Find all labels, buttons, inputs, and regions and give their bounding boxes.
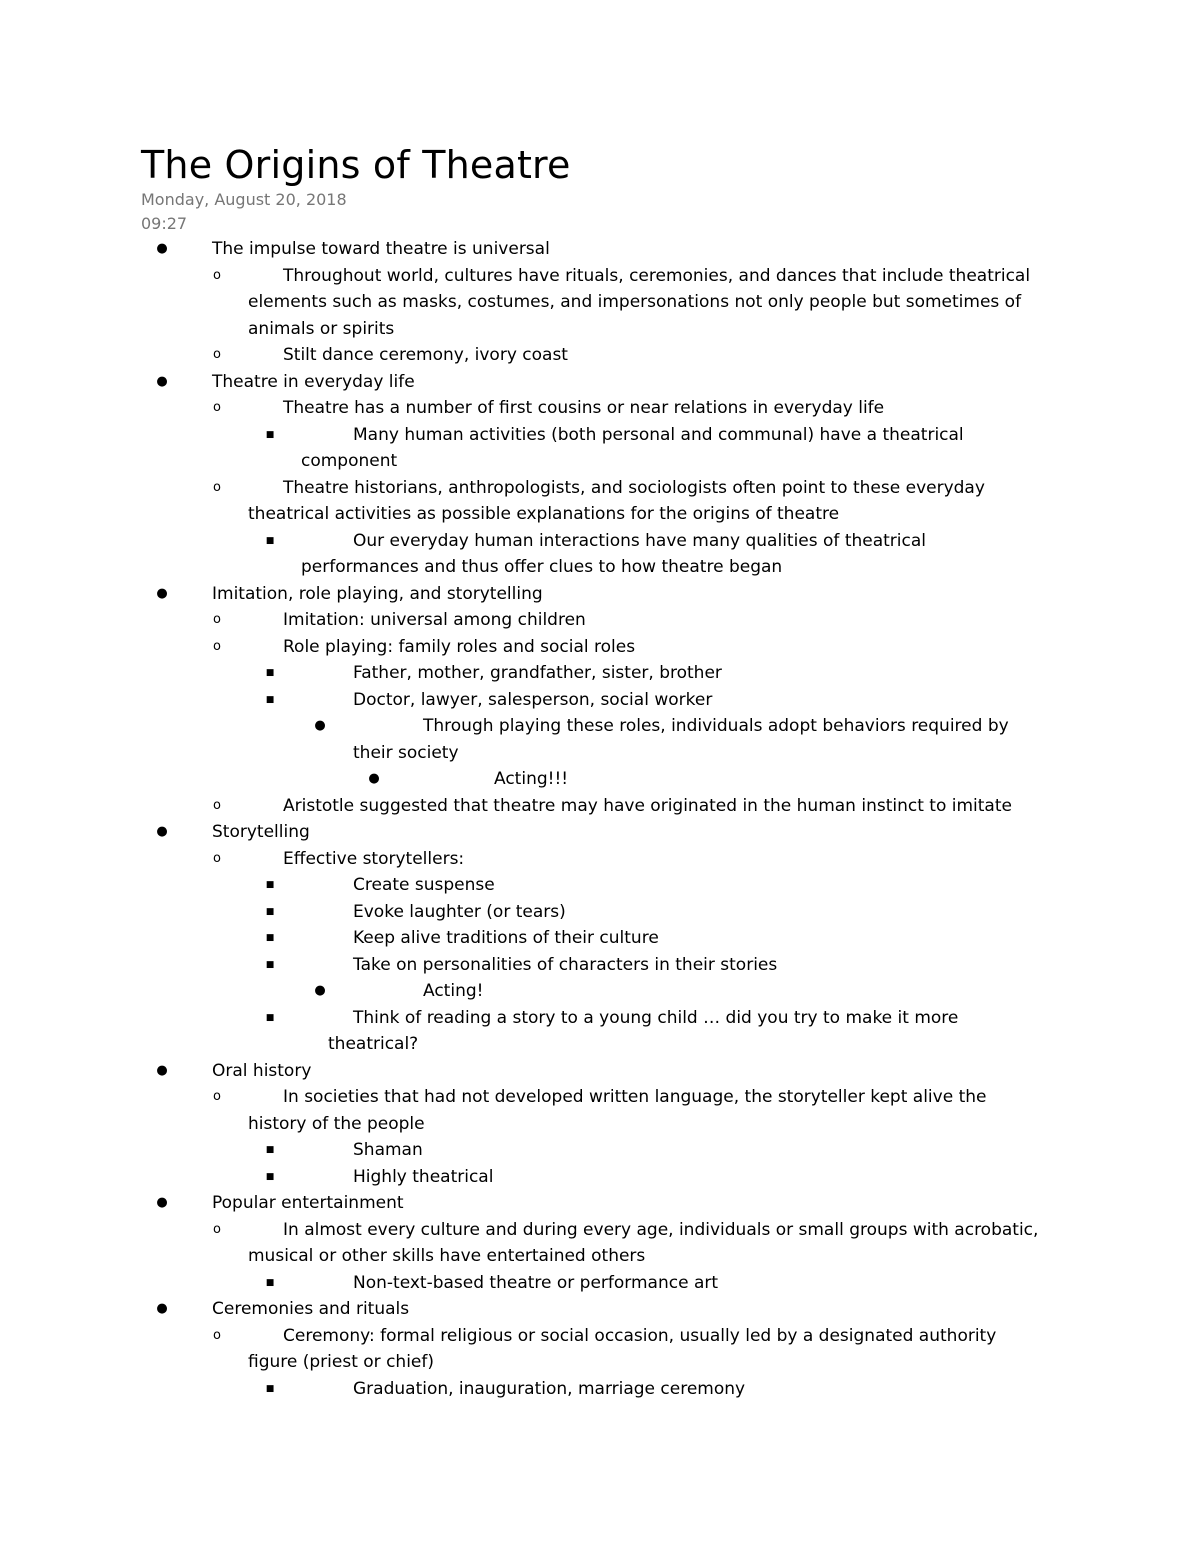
square-bullet-icon: ■: [265, 1145, 275, 1155]
hollow-circle-bullet-icon: o: [213, 1221, 221, 1237]
outline-line: Father, mother, grandfather, sister, brother: [353, 663, 722, 683]
hollow-circle-bullet-icon: o: [213, 797, 221, 813]
outline-item-text: [328, 1005, 1200, 1058]
square-bullet-icon: ■: [265, 906, 275, 917]
outline-list: [0, 236, 1200, 1402]
outline-item-text: [353, 899, 1200, 926]
outline-line: Aristotle suggested that theatre may have originated in the human instinct to imitate: [283, 795, 1012, 816]
outline-line-continued: their society: [353, 742, 459, 763]
hollow-circle-bullet-icon: o: [213, 612, 221, 627]
outline-line: In societies that had not developed written language, the storyteller kept alive the: [283, 1087, 987, 1107]
square-bullet-icon: ■: [265, 933, 275, 943]
outline-line: Think of reading a story to a young child … did you try to make it more: [353, 1007, 959, 1028]
filled-circle-bullet-icon: ●: [156, 373, 168, 389]
outline-line-continued: musical or other skills have entertained others: [248, 1246, 646, 1266]
outline-item-text: [212, 1190, 1200, 1217]
hollow-circle-bullet-icon: o: [213, 638, 221, 654]
outline-line: Acting!: [423, 981, 484, 1001]
outline-item-level-1: [0, 236, 1200, 263]
outline-line: Highly theatrical: [353, 1166, 494, 1187]
outline-line: Theatre in everyday life: [212, 371, 415, 392]
outline-item-text: [283, 846, 1200, 873]
outline-item-level-2: [0, 395, 1200, 422]
hollow-circle-bullet-icon: o: [213, 400, 221, 415]
outline-line: Ceremony: formal religious or social occasion, usually led by a designated authority: [283, 1325, 997, 1346]
square-bullet-icon: ■: [265, 959, 275, 970]
outline-item-level-2: [0, 342, 1200, 369]
outline-line: Imitation, role playing, and storytelling: [212, 583, 543, 604]
outline-item-text: [353, 1137, 1200, 1164]
outline-item-text: [212, 236, 1200, 263]
outline-line: Many human activities (both personal and communal) have a theatrical: [353, 424, 964, 445]
filled-circle-bullet-icon: ●: [314, 983, 326, 998]
square-bullet-icon: ■: [265, 1277, 275, 1288]
outline-item-level-3: [0, 1164, 1200, 1191]
outline-line: Oral history: [212, 1060, 312, 1081]
note-time: 09:27: [141, 214, 188, 233]
outline-item-text: [283, 634, 1200, 661]
outline-line: Popular entertainment: [212, 1193, 404, 1213]
outline-item-level-3: [0, 422, 1200, 475]
outline-item-level-1: [0, 581, 1200, 608]
filled-circle-bullet-icon: ●: [156, 241, 168, 256]
outline-line: Create suspense: [353, 875, 495, 895]
outline-line-continued: animals or spirits: [248, 318, 395, 339]
outline-line: Evoke laughter (or tears): [353, 901, 566, 922]
outline-line: Keep alive traditions of their culture: [353, 928, 659, 948]
outline-item-level-1: [0, 1296, 1200, 1323]
square-bullet-icon: ■: [265, 694, 275, 705]
square-bullet-icon: ■: [265, 429, 275, 440]
outline-item-level-3: [0, 925, 1200, 952]
outline-line-continued: elements such as masks, costumes, and impersonations not only people but sometimes of: [248, 292, 1022, 312]
outline-item-text: [248, 475, 1200, 528]
square-bullet-icon: ■: [265, 1171, 275, 1182]
outline-line: Ceremonies and rituals: [212, 1299, 410, 1319]
outline-item-level-2: [0, 607, 1200, 634]
hollow-circle-bullet-icon: o: [213, 479, 221, 495]
outline-line: Theatre historians, anthropologists, and sociologists often point to these everyday: [283, 477, 985, 498]
outline-item-level-4: [0, 713, 1200, 766]
outline-item-text: [494, 766, 1200, 793]
outline-item-level-3: [0, 1376, 1200, 1403]
square-bullet-icon: ■: [265, 1383, 275, 1394]
outline-item-level-3: [0, 1270, 1200, 1297]
outline-item-level-2: [0, 263, 1200, 343]
outline-line: In almost every culture and during every age, individuals or small groups with acrobatic,: [283, 1219, 1039, 1240]
outline-item-text: [212, 1296, 1200, 1323]
outline-item-text: [212, 581, 1200, 608]
hollow-circle-bullet-icon: o: [213, 1327, 221, 1343]
square-bullet-icon: ■: [265, 880, 275, 890]
outline-item-text: [353, 1376, 1200, 1403]
outline-item-text: [353, 1164, 1200, 1191]
outline-line: Non-text-based theatre or performance art: [353, 1272, 719, 1293]
outline-item-level-3: [0, 687, 1200, 714]
outline-line: Throughout world, cultures have rituals, ceremonies, and dances that include theatrical: [283, 265, 1031, 286]
outline-line-continued: performances and thus offer clues to how theatre began: [301, 557, 783, 577]
outline-item-level-5: [0, 766, 1200, 793]
outline-item-level-2: [0, 846, 1200, 873]
outline-item-level-2: [0, 634, 1200, 661]
outline-item-text: [353, 713, 1200, 766]
hollow-circle-bullet-icon: o: [213, 1089, 221, 1104]
outline-line: Shaman: [353, 1140, 423, 1160]
outline-item-level-3: [0, 660, 1200, 687]
filled-circle-bullet-icon: ●: [156, 1301, 168, 1316]
outline-item-text: [423, 978, 1200, 1005]
outline-item-text: [212, 819, 1200, 846]
square-bullet-icon: ■: [265, 535, 275, 546]
outline-line: Graduation, inauguration, marriage ceremony: [353, 1378, 746, 1399]
filled-circle-bullet-icon: ●: [156, 824, 168, 839]
outline-item-text: [248, 263, 1200, 343]
outline-line: Stilt dance ceremony, ivory coast: [283, 345, 568, 365]
outline-line: Our everyday human interactions have many qualities of theatrical: [353, 530, 926, 551]
outline-item-text: [283, 342, 1200, 369]
square-bullet-icon: ■: [265, 668, 275, 678]
outline-item-level-2: [0, 1084, 1200, 1137]
filled-circle-bullet-icon: ●: [314, 718, 326, 733]
outline-line: The impulse toward theatre is universal: [212, 239, 550, 259]
outline-line-continued: component: [301, 451, 398, 471]
note-date: Monday, August 20, 2018: [141, 190, 347, 209]
outline-line-continued: figure (priest or chief): [248, 1352, 434, 1372]
outline-line: Through playing these roles, individuals adopt behaviors required by: [423, 716, 1009, 736]
outline-item-text: [301, 422, 1200, 475]
outline-item-text: [283, 607, 1200, 634]
outline-item-level-1: [0, 1058, 1200, 1085]
outline-item-text: [353, 872, 1200, 899]
outline-item-text: [301, 528, 1200, 581]
outline-item-level-3: [0, 1005, 1200, 1058]
outline-item-level-3: [0, 952, 1200, 979]
outline-item-text: [283, 395, 1200, 422]
filled-circle-bullet-icon: ●: [156, 1062, 168, 1078]
outline-line: Effective storytellers:: [283, 848, 465, 869]
outline-item-text: [353, 925, 1200, 952]
outline-item-level-1: [0, 1190, 1200, 1217]
outline-item-text: [248, 1217, 1200, 1270]
outline-item-text: [283, 793, 1200, 820]
outline-item-level-3: [0, 528, 1200, 581]
outline-item-level-3: [0, 899, 1200, 926]
square-bullet-icon: ■: [265, 1012, 275, 1023]
filled-circle-bullet-icon: ●: [156, 1195, 168, 1210]
outline-item-level-2: [0, 1323, 1200, 1376]
outline-line: Storytelling: [212, 822, 310, 842]
outline-item-level-2: [0, 1217, 1200, 1270]
outline-item-text: [353, 1270, 1200, 1297]
outline-item-text: [353, 660, 1200, 687]
outline-item-level-3: [0, 1137, 1200, 1164]
filled-circle-bullet-icon: ●: [156, 585, 168, 601]
outline-line: Role playing: family roles and social roles: [283, 636, 636, 657]
outline-line: Theatre has a number of first cousins or near relations in everyday life: [283, 398, 885, 418]
outline-line: Doctor, lawyer, salesperson, social worker: [353, 689, 713, 710]
outline-item-level-4: [0, 978, 1200, 1005]
outline-item-level-3: [0, 872, 1200, 899]
hollow-circle-bullet-icon: o: [213, 850, 221, 866]
outline-line: Take on personalities of characters in their stories: [353, 954, 778, 975]
outline-item-text: [353, 952, 1200, 979]
outline-item-level-1: [0, 369, 1200, 396]
outline-item-text: [353, 687, 1200, 714]
outline-line: Acting!!!: [494, 769, 569, 789]
outline-line-continued: history of the people: [248, 1113, 425, 1134]
outline-item-level-2: [0, 475, 1200, 528]
outline-line: Imitation: universal among children: [283, 610, 586, 630]
outline-item-level-1: [0, 819, 1200, 846]
outline-item-text: [212, 369, 1200, 396]
outline-item-text: [248, 1084, 1200, 1137]
hollow-circle-bullet-icon: o: [213, 267, 221, 283]
filled-circle-bullet-icon: ●: [368, 771, 380, 786]
hollow-circle-bullet-icon: o: [213, 347, 221, 362]
outline-line-continued: theatrical?: [328, 1034, 419, 1054]
outline-item-text: [212, 1058, 1200, 1085]
outline-item-level-2: [0, 793, 1200, 820]
outline-item-text: [248, 1323, 1200, 1376]
page-title: The Origins of Theatre: [141, 143, 571, 187]
outline-line-continued: theatrical activities as possible explanations for the origins of theatre: [248, 504, 840, 524]
